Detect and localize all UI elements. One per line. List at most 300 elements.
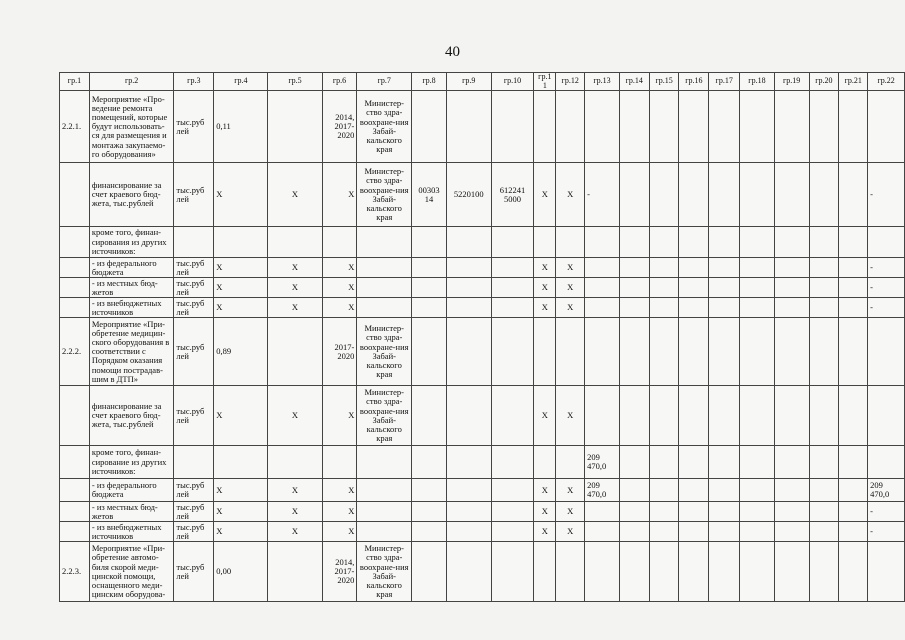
cell-gr2: Мероприятие «При-обретение медицин-ского оборудования в соответствии с Порядком оказания помощи пострадав-шим в ДТП» [89,318,174,386]
cell-gr7: Министер-ство здра-воохране-ния Забай-кальского края [357,386,412,446]
cell-gr8 [412,386,447,446]
cell-gr22 [868,446,905,479]
cell-gr6: 2014, 2017-2020 [322,542,357,602]
cell-gr12 [556,446,585,479]
cell-gr1 [60,522,90,542]
cell-gr11 [534,318,556,386]
cell-gr21 [839,298,868,318]
cell-gr17 [709,446,740,479]
budget-table [59,72,905,602]
column-header-10: гр.10 [491,73,534,91]
cell-gr19 [774,502,809,522]
column-header-6: гр.6 [322,73,357,91]
cell-gr16 [679,278,709,298]
cell-gr6 [322,227,357,258]
cell-gr20 [809,522,839,542]
page-number: 40 [445,44,460,60]
cell-gr4: 0,00 [214,542,268,602]
cell-gr15 [649,91,679,163]
cell-gr1 [60,258,90,278]
cell-gr9 [446,479,491,502]
cell-gr20 [809,479,839,502]
cell-gr18 [740,278,775,298]
cell-gr19 [774,163,809,227]
cell-gr15 [649,542,679,602]
cell-gr16 [679,542,709,602]
cell-gr16 [679,91,709,163]
column-header-9: гр.9 [446,73,491,91]
cell-gr2: - из внебюджетных источников [89,298,174,318]
cell-gr4: X [214,386,268,446]
cell-gr9 [446,91,491,163]
cell-gr9 [446,227,491,258]
cell-gr18 [740,479,775,502]
cell-gr7 [357,278,412,298]
cell-gr10 [491,386,534,446]
cell-gr7 [357,502,412,522]
cell-gr4: X [214,298,268,318]
cell-gr21 [839,227,868,258]
cell-gr21 [839,258,868,278]
cell-gr1: 2.2.2. [60,318,90,386]
cell-gr11 [534,91,556,163]
cell-gr20 [809,318,839,386]
cell-gr21 [839,522,868,542]
column-header-12: гр.12 [556,73,585,91]
cell-gr21 [839,446,868,479]
cell-gr22 [868,386,905,446]
cell-gr18 [740,318,775,386]
cell-gr7 [357,446,412,479]
cell-gr18 [740,163,775,227]
cell-gr22: - [868,298,905,318]
cell-gr15 [649,163,679,227]
cell-gr1: 2.2.1. [60,91,90,163]
column-header-17: гр.17 [709,73,740,91]
cell-gr2: - из внебюджетных источников [89,522,174,542]
cell-gr18 [740,542,775,602]
cell-gr21 [839,479,868,502]
cell-gr18 [740,522,775,542]
column-header-16: гр.16 [679,73,709,91]
cell-gr2: кроме того, финан-сирование из других источников: [89,446,174,479]
cell-gr13: 209 470,0 [585,446,620,479]
cell-gr4 [214,227,268,258]
cell-gr21 [839,502,868,522]
cell-gr10 [491,278,534,298]
cell-gr11 [534,227,556,258]
cell-gr17 [709,227,740,258]
cell-gr10 [491,479,534,502]
cell-gr22 [868,318,905,386]
cell-gr12 [556,227,585,258]
cell-gr3: тыс.руб лей [174,298,214,318]
cell-gr4: X [214,522,268,542]
cell-gr10 [491,542,534,602]
cell-gr20 [809,446,839,479]
cell-gr1 [60,227,90,258]
header-row [60,73,905,91]
cell-gr13 [585,542,620,602]
cell-gr3: тыс.руб лей [174,258,214,278]
cell-gr15 [649,227,679,258]
cell-gr3: тыс.руб лей [174,479,214,502]
cell-gr16 [679,386,709,446]
cell-gr14 [619,522,649,542]
cell-gr4: X [214,163,268,227]
cell-gr12: X [556,479,585,502]
table-row [60,318,905,386]
cell-gr7 [357,258,412,278]
cell-gr3: тыс.руб лей [174,502,214,522]
cell-gr11: X [534,298,556,318]
cell-gr4: X [214,258,268,278]
cell-gr2: Мероприятие «При-обретение автомо-биля скорой меди-цинской помощи, оснащенного меди-цинским оборудова- [89,542,174,602]
cell-gr10 [491,258,534,278]
cell-gr14 [619,542,649,602]
cell-gr14 [619,502,649,522]
cell-gr2: финансирование за счет краевого бюд-жета, тыс.рублей [89,163,174,227]
cell-gr5: X [268,502,322,522]
table-row [60,446,905,479]
cell-gr22: - [868,502,905,522]
cell-gr12 [556,91,585,163]
cell-gr17 [709,502,740,522]
cell-gr14 [619,479,649,502]
cell-gr20 [809,386,839,446]
cell-gr8 [412,502,447,522]
table-row [60,227,905,258]
column-header-1: гр.1 [60,73,90,91]
cell-gr17 [709,542,740,602]
table-row [60,502,905,522]
cell-gr15 [649,298,679,318]
cell-gr4: 0,11 [214,91,268,163]
cell-gr11: X [534,163,556,227]
cell-gr22 [868,542,905,602]
cell-gr10 [491,446,534,479]
cell-gr8 [412,522,447,542]
cell-gr5: X [268,298,322,318]
cell-gr17 [709,163,740,227]
cell-gr6: X [322,163,357,227]
table-row [60,163,905,227]
cell-gr15 [649,258,679,278]
cell-gr4 [214,446,268,479]
cell-gr16 [679,522,709,542]
column-header-11: гр.1 1 [534,73,556,91]
cell-gr13 [585,278,620,298]
column-header-18: гр.18 [740,73,775,91]
column-header-14: гр.14 [619,73,649,91]
cell-gr18 [740,91,775,163]
cell-gr18 [740,258,775,278]
cell-gr17 [709,386,740,446]
cell-gr11 [534,446,556,479]
cell-gr18 [740,227,775,258]
cell-gr13 [585,258,620,278]
cell-gr19 [774,258,809,278]
cell-gr18 [740,386,775,446]
cell-gr4: 0,89 [214,318,268,386]
cell-gr15 [649,522,679,542]
cell-gr3: тыс.руб лей [174,91,214,163]
cell-gr3: тыс.руб лей [174,542,214,602]
cell-gr18 [740,502,775,522]
cell-gr12: X [556,298,585,318]
cell-gr15 [649,278,679,298]
column-header-5: гр.5 [268,73,322,91]
cell-gr18 [740,446,775,479]
cell-gr13 [585,298,620,318]
cell-gr9 [446,446,491,479]
cell-gr22 [868,91,905,163]
cell-gr3 [174,227,214,258]
cell-gr9 [446,542,491,602]
cell-gr7 [357,298,412,318]
cell-gr1 [60,386,90,446]
cell-gr14 [619,227,649,258]
cell-gr12: X [556,163,585,227]
cell-gr6: X [322,258,357,278]
cell-gr1 [60,479,90,502]
cell-gr20 [809,278,839,298]
cell-gr18 [740,298,775,318]
cell-gr16 [679,163,709,227]
cell-gr12 [556,318,585,386]
cell-gr1: 2.2.3. [60,542,90,602]
cell-gr4: X [214,278,268,298]
cell-gr6: 2017-2020 [322,318,357,386]
table-row [60,542,905,602]
cell-gr13 [585,502,620,522]
cell-gr12 [556,542,585,602]
cell-gr2: Мероприятие «Про-ведение ремонта помещений, которые будут использовать-ся для размещения и монтажа закупаемо-го оборудования» [89,91,174,163]
cell-gr13 [585,318,620,386]
cell-gr15 [649,479,679,502]
cell-gr17 [709,91,740,163]
cell-gr19 [774,386,809,446]
column-header-20: гр.20 [809,73,839,91]
cell-gr2: кроме того, финан-сирования из других источников: [89,227,174,258]
cell-gr6: X [322,278,357,298]
column-header-21: гр.21 [839,73,868,91]
cell-gr1 [60,446,90,479]
cell-gr19 [774,227,809,258]
cell-gr20 [809,163,839,227]
cell-gr17 [709,278,740,298]
cell-gr7 [357,227,412,258]
cell-gr14 [619,91,649,163]
cell-gr9 [446,298,491,318]
cell-gr2: - из местных бюд-жетов [89,502,174,522]
cell-gr14 [619,163,649,227]
cell-gr19 [774,298,809,318]
cell-gr22: - [868,163,905,227]
cell-gr11 [534,542,556,602]
cell-gr14 [619,446,649,479]
table-row [60,386,905,446]
cell-gr13: - [585,163,620,227]
cell-gr5 [268,446,322,479]
cell-gr12: X [556,278,585,298]
cell-gr22: - [868,522,905,542]
cell-gr11: X [534,502,556,522]
cell-gr6: X [322,298,357,318]
cell-gr16 [679,258,709,278]
cell-gr5: X [268,479,322,502]
cell-gr20 [809,91,839,163]
cell-gr14 [619,298,649,318]
cell-gr17 [709,318,740,386]
cell-gr16 [679,502,709,522]
table-row [60,258,905,278]
cell-gr2: - из федерального бюджета [89,258,174,278]
cell-gr9 [446,278,491,298]
cell-gr15 [649,318,679,386]
cell-gr20 [809,298,839,318]
cell-gr6: X [322,386,357,446]
cell-gr11: X [534,386,556,446]
cell-gr20 [809,258,839,278]
table-row [60,522,905,542]
cell-gr11: X [534,278,556,298]
cell-gr15 [649,386,679,446]
cell-gr20 [809,227,839,258]
cell-gr9 [446,258,491,278]
table-row [60,278,905,298]
cell-gr20 [809,542,839,602]
cell-gr12: X [556,502,585,522]
cell-gr6 [322,446,357,479]
cell-gr4: X [214,502,268,522]
cell-gr22: 209 470,0 [868,479,905,502]
cell-gr22 [868,227,905,258]
cell-gr10 [491,318,534,386]
cell-gr11: X [534,258,556,278]
cell-gr9 [446,386,491,446]
cell-gr14 [619,278,649,298]
cell-gr8 [412,258,447,278]
cell-gr8 [412,227,447,258]
cell-gr12: X [556,258,585,278]
cell-gr5: X [268,522,322,542]
cell-gr22: - [868,258,905,278]
cell-gr5: X [268,163,322,227]
cell-gr10 [491,522,534,542]
cell-gr6: X [322,479,357,502]
table-row [60,298,905,318]
cell-gr9 [446,502,491,522]
cell-gr6: X [322,522,357,542]
cell-gr1 [60,502,90,522]
cell-gr20 [809,502,839,522]
cell-gr5 [268,542,322,602]
cell-gr16 [679,298,709,318]
cell-gr9 [446,522,491,542]
cell-gr9: 5220100 [446,163,491,227]
cell-gr14 [619,258,649,278]
column-header-7: гр.7 [357,73,412,91]
cell-gr10 [491,91,534,163]
cell-gr21 [839,278,868,298]
cell-gr3: тыс.руб лей [174,163,214,227]
cell-gr10 [491,227,534,258]
cell-gr13 [585,386,620,446]
cell-gr13: 209 470,0 [585,479,620,502]
table-row [60,91,905,163]
cell-gr16 [679,227,709,258]
cell-gr7 [357,479,412,502]
cell-gr13 [585,522,620,542]
cell-gr22: - [868,278,905,298]
cell-gr7: Министер-ство здра-воохране-ния Забай-кальского края [357,163,412,227]
cell-gr3: тыс.руб лей [174,386,214,446]
cell-gr7: Министер-ство здра-воохране-ния Забай-кальского края [357,91,412,163]
cell-gr17 [709,479,740,502]
cell-gr19 [774,278,809,298]
cell-gr21 [839,386,868,446]
cell-gr8 [412,91,447,163]
cell-gr10: 612241 5000 [491,163,534,227]
cell-gr13 [585,91,620,163]
cell-gr19 [774,542,809,602]
cell-gr15 [649,502,679,522]
cell-gr9 [446,318,491,386]
cell-gr8 [412,278,447,298]
cell-gr17 [709,522,740,542]
cell-gr3: тыс.руб лей [174,522,214,542]
cell-gr2: финансирование за счет краевого бюд-жета, тыс.рублей [89,386,174,446]
cell-gr11: X [534,522,556,542]
cell-gr16 [679,318,709,386]
cell-gr21 [839,91,868,163]
cell-gr5 [268,227,322,258]
cell-gr21 [839,542,868,602]
cell-gr4: X [214,479,268,502]
cell-gr14 [619,386,649,446]
cell-gr7 [357,522,412,542]
cell-gr1 [60,278,90,298]
cell-gr14 [619,318,649,386]
cell-gr8 [412,318,447,386]
cell-gr6: X [322,502,357,522]
cell-gr19 [774,479,809,502]
column-header-13: гр.13 [585,73,620,91]
cell-gr16 [679,479,709,502]
cell-gr8 [412,446,447,479]
cell-gr3 [174,446,214,479]
cell-gr19 [774,446,809,479]
cell-gr3: тыс.руб лей [174,318,214,386]
column-header-19: гр.19 [774,73,809,91]
cell-gr19 [774,522,809,542]
cell-gr5: X [268,386,322,446]
column-header-4: гр.4 [214,73,268,91]
cell-gr8 [412,479,447,502]
cell-gr5 [268,318,322,386]
cell-gr5: X [268,278,322,298]
cell-gr1 [60,298,90,318]
cell-gr12: X [556,522,585,542]
column-header-8: гр.8 [412,73,447,91]
table-row [60,479,905,502]
cell-gr5 [268,91,322,163]
cell-gr11: X [534,479,556,502]
column-header-15: гр.15 [649,73,679,91]
cell-gr8 [412,542,447,602]
cell-gr3: тыс.руб лей [174,278,214,298]
